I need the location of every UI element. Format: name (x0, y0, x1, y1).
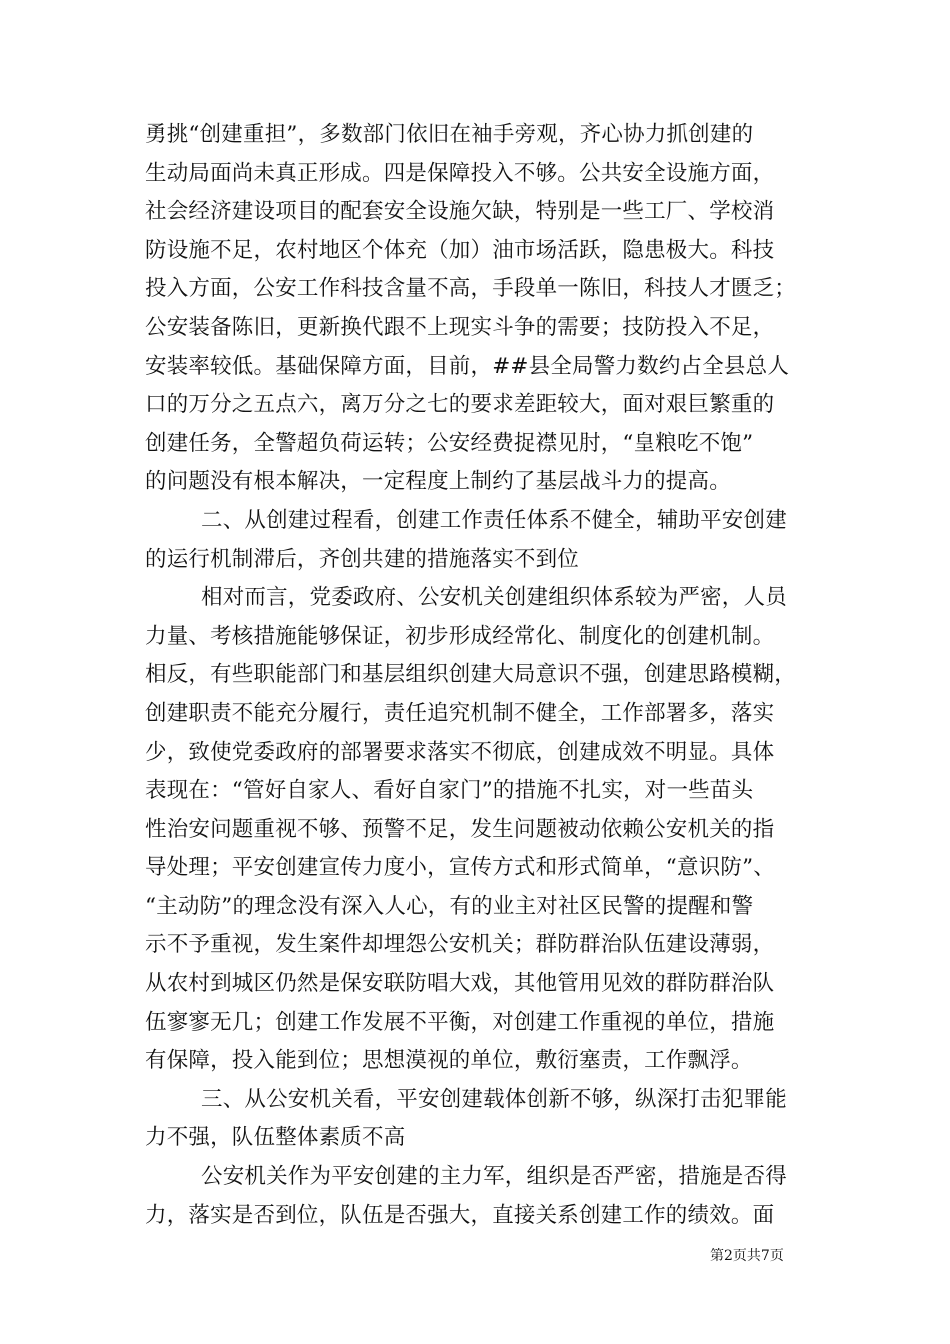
text-line: 勇挑“创建重担”，多数部门依旧在袖手旁观，齐心协力抓创建的 (145, 122, 754, 147)
page-footer (710, 1247, 784, 1265)
text-line: 创建任务，全警超负荷运转；公安经费捉襟见肘，“皇粮吃不饱” (145, 430, 754, 456)
text-line: 力，落实是否到位，队伍是否强大，直接关系创建工作的绩效。面 (145, 1202, 775, 1228)
text-line: 安装率较低。基础保障方面，目前，##县全局警力数约占全县总人 (145, 353, 790, 379)
text-line: 二、从创建过程看，创建工作责任体系不健全，辅助平安创建 (201, 507, 787, 533)
text-line: 有保障，投入能到位；思想漠视的单位，敷衍塞责，工作飘浮。 (145, 1048, 753, 1074)
page-number-label: 第2页共7页 (710, 1248, 784, 1264)
text-line: 力不强，队伍整体素质不高 (145, 1125, 406, 1151)
body-text (145, 116, 810, 1235)
text-line: 的问题没有根本解决，一定程度上制约了基层战斗力的提高。 (145, 469, 731, 495)
text-line: “主动防”的理念没有深入人心，有的业主对社区民警的提醒和警 (145, 893, 754, 919)
text-line: 公安机关作为平安创建的主力军，组织是否严密，措施是否得 (201, 1164, 787, 1190)
text-line: 生动局面尚未真正形成。四是保障投入不够。公共安全设施方面， (145, 160, 775, 186)
text-line: 示不予重视，发生案件却埋怨公安机关；群防群治队伍建设薄弱， (145, 932, 775, 958)
text-line: 表现在：“管好自家人、看好自家门”的措施不扎实，对一些苗头 (145, 778, 754, 804)
text-line: 相反，有些职能部门和基层组织创建大局意识不强，创建思路模糊， (145, 662, 797, 688)
text-line: 公安装备陈旧，更新换代跟不上现实斗争的需要；技防投入不足， (145, 314, 775, 340)
text-line: 伍寥寥无几；创建工作发展不平衡，对创建工作重视的单位，措施 (145, 1009, 775, 1035)
text-line: 导处理；平安创建宣传力度小，宣传方式和形式简单，“意识防”、 (145, 855, 775, 881)
text-line: 性治安问题重视不够、预警不足，发生问题被动依赖公安机关的指 (145, 816, 775, 842)
text-line: 力量、考核措施能够保证，初步形成经常化、制度化的创建机制。 (145, 623, 775, 649)
text-line: 三、从公安机关看，平安创建载体创新不够，纵深打击犯罪能 (201, 1086, 787, 1112)
text-line: 相对而言，党委政府、公安机关创建组织体系较为严密，人员 (201, 585, 787, 611)
text-line: 创建职责不能充分履行，责任追究机制不健全，工作部署多，落实 (145, 700, 775, 726)
text-line: 少，致使党委政府的部署要求落实不彻底，创建成效不明显。具体 (145, 739, 775, 765)
text-line: 从农村到城区仍然是保安联防唱大戏，其他管用见效的群防群治队 (145, 971, 775, 997)
text-line: 口的万分之五点六，离万分之七的要求差距较大，面对艰巨繁重的 (145, 392, 775, 418)
text-line: 投入方面，公安工作科技含量不高，手段单一陈旧，科技人才匮乏； (145, 276, 797, 302)
text-line: 社会经济建设项目的配套安全设施欠缺，特别是一些工厂、学校消 (145, 199, 775, 225)
text-line: 的运行机制滞后，齐创共建的措施落实不到位 (145, 546, 580, 572)
text-line: 防设施不足，农村地区个体充（加）油市场活跃，隐患极大。科技 (145, 237, 775, 263)
